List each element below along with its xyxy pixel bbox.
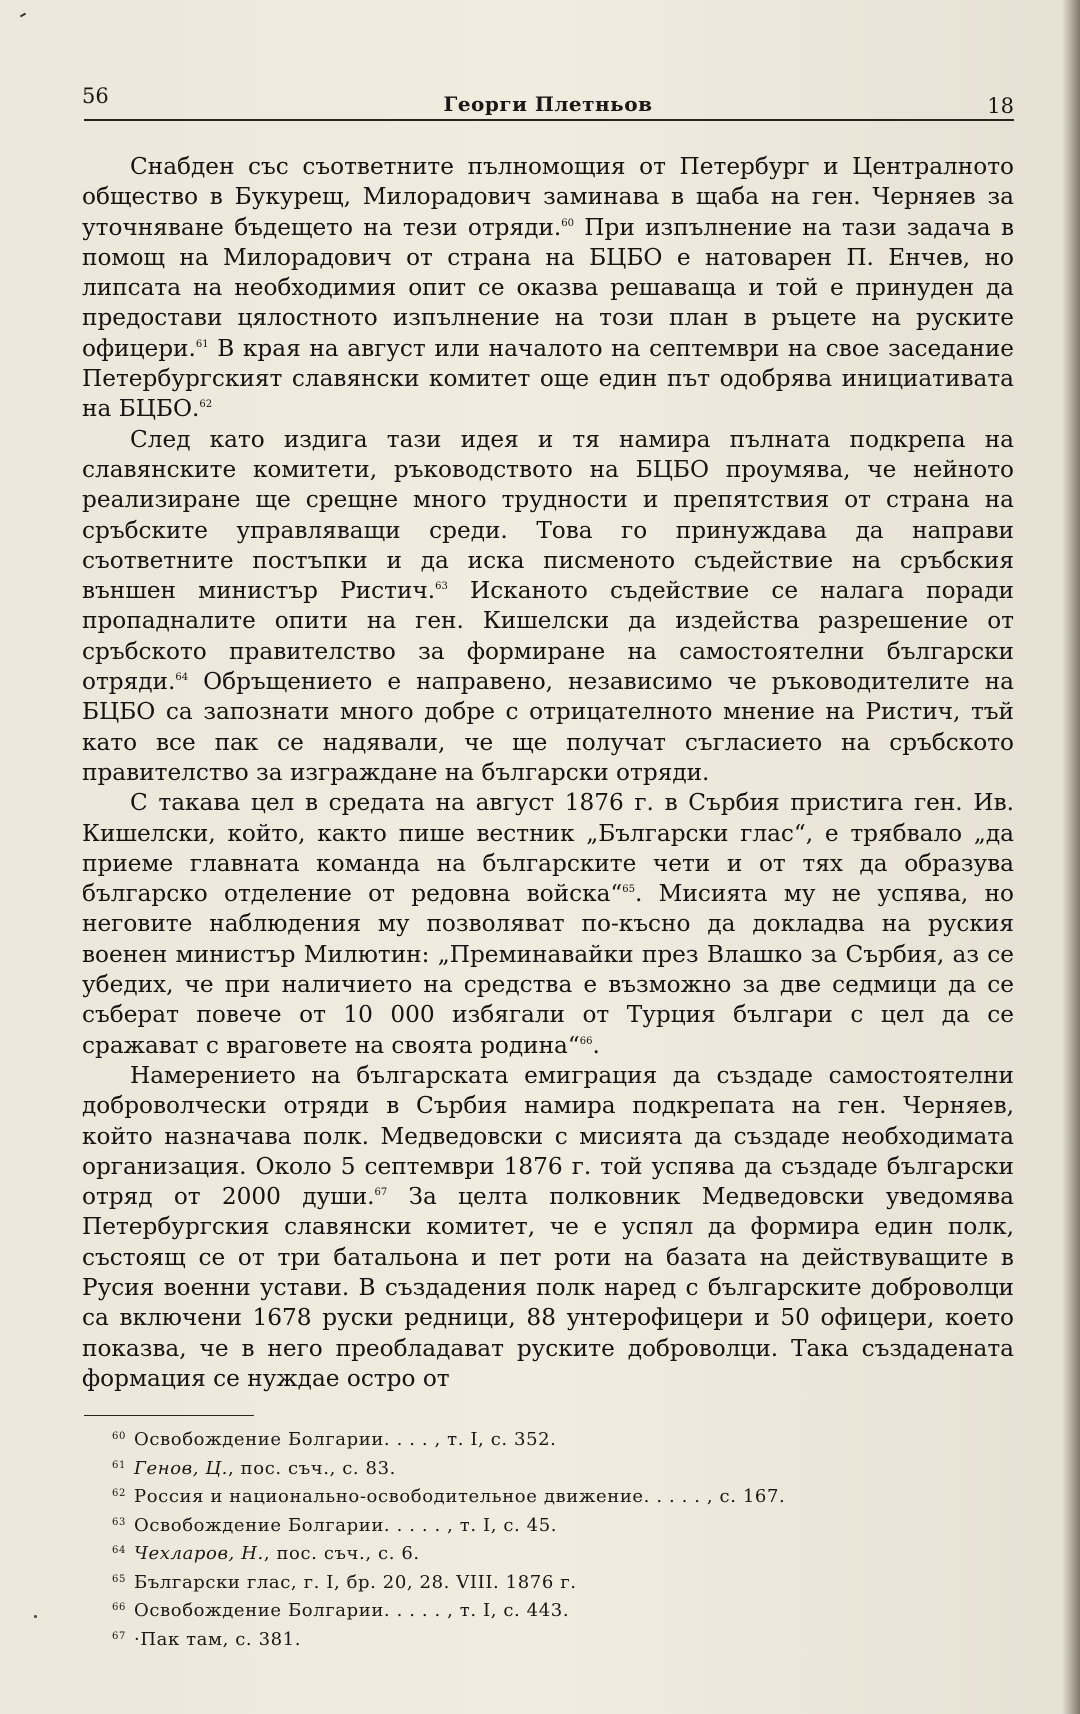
footnote-rule [84, 1415, 254, 1416]
paragraph-text: След като издига тази идея и тя намира пълната подкрепа на славянските комитети, ръководството на БЦБО проумява, че нейното реализиране ще срещне много трудности и препятствия от страна на сръбските управляващи среди. Това го принуждава да направи съответните постъпки и да иска писменото съдействие на сръбския външен министър Ристич. [82, 425, 1014, 605]
footnote-text: Български глас, г. I, бр. 20, 28. VIII. 1876 г. [134, 1571, 577, 1593]
footnote-number: 67 [112, 1630, 126, 1642]
footnote-author: Генов, Ц. [134, 1457, 229, 1479]
page-header [82, 84, 1014, 124]
paragraph [82, 152, 1014, 425]
footnote [112, 1595, 932, 1624]
paragraph [82, 425, 1014, 789]
footnote-number: 64 [112, 1545, 126, 1556]
paragraph [82, 788, 1014, 1061]
footnote [112, 1567, 932, 1596]
footnote-text: , пос. съч., с. 83. [228, 1457, 396, 1479]
page-number-left: 56 [82, 84, 109, 108]
footnote-ref[interactable]: 65 [622, 884, 636, 896]
footnote [112, 1538, 932, 1567]
footnote-text: Освобождение Болгарии. . . . , т. I, с. 352. [134, 1429, 557, 1450]
paragraph-text: В края на август или началото на септември на свое заседание Петербургският славянски комитет още един път одобрява инициативата на БЦБО. [82, 334, 1014, 423]
paragraph-text: За целта полковник Медведовски уведомява Петербургския славянски комитет, че е успял да формира един полк, състоящ се от три батальона и пет роти на базата на действуващите в Русия военни устави. В създадения полк наред с българските доброволци са включени 1678 руски редници, 88 унтерофицери и 50 офицери, което показва, че в него преобладават руските доброволци. Така създадената формация се нуждае остро от [82, 1183, 1014, 1392]
header-rule [84, 119, 1014, 121]
binding-shadow [1062, 0, 1080, 1714]
paragraph-text: При изпълнение на тази задача в помощ на Милорадович от страна на БЦБО е натоварен П. Енчев, но липсата на необходимия опит се оказва решаваща и той е принуден да предостави цялостното изпълнение на този план в ръцете на руските офицери. [82, 213, 1014, 362]
paragraph-text: Намерението на българската емиграция да създаде самостоятелни доброволчески отряди в Сърбия намира подкрепата на ген. Черняев, който назначава полк. Медведовски с мисията да създаде необходимата организация. Около 5 септември 1876 г. той успява да създаде български отряд от 2000 души. [82, 1061, 1014, 1211]
footnote-ref[interactable]: 66 [579, 1035, 593, 1047]
paragraph-text: С такава цел в средата на август 1876 г. в Сърбия пристига ген. Ив. Кишелски, който, както пише вестник „Български глас“, е трябвало „да приеме главната команда на българските чети и от тях да образува българско отделение от редовна войска“ [82, 789, 1014, 908]
footnote [112, 1424, 932, 1453]
footnote-ref[interactable]: 61 [195, 338, 209, 350]
footnote-text: Россия и национально-освободительное движение. . . . . , с. 167. [134, 1486, 786, 1507]
footnote-ref[interactable]: 60 [561, 217, 574, 229]
footnote-text: Освобождение Болгарии. . . . . , т. I, с. 45. [134, 1514, 558, 1536]
footnote [112, 1481, 932, 1510]
footnote-ref[interactable]: 67 [374, 1187, 388, 1199]
footnote [112, 1624, 932, 1653]
page-number-right: 18 [987, 94, 1014, 118]
footnote-number: 61 [112, 1459, 126, 1471]
paragraph [82, 1061, 1014, 1394]
footnote-ref[interactable]: 62 [199, 399, 213, 411]
footnote-number: 62 [112, 1488, 126, 1499]
footnote-number: 66 [112, 1602, 126, 1613]
footnote [112, 1510, 932, 1539]
footnote-number: 60 [112, 1431, 126, 1442]
paragraph-text: Обръщението е направено, независимо че ръководителите на БЦБО са запознати много добре с отрицателното мнение на Ристич, тъй като все пак се надявали, че ще получат съгласието на сръбското правителство за изграждане на български отряди. [82, 668, 1014, 786]
paragraph-text: Снабден със съответните пълномощия от Петербург и Централното общество в Букурещ, Милорадович заминава в щаба на ген. Черняев за уточняване бъдещето на тези отряди. [82, 153, 1014, 241]
scan-mark [20, 13, 26, 18]
scan-dot [34, 1615, 37, 1618]
footnote [112, 1453, 932, 1482]
footnote-ref[interactable]: 64 [175, 672, 189, 684]
paragraph-text: Исканото съдействие се налага поради пропадналите опити на ген. Кишелски да издейства разрешение от сръбското правителство за формиране на самостоятелни български отряди. [82, 577, 1014, 696]
footnote-number: 63 [112, 1516, 126, 1528]
footnote-text: Освобождение Болгарии. . . . . , т. I, с. 443. [134, 1600, 570, 1621]
paragraph-text: . [592, 1031, 600, 1059]
running-title: Георги Плетньов [443, 92, 653, 116]
paragraph-text: . Мисията му не успява, но неговите наблюдения му позволяват по-късно да докладва на руския военен министър Милютин: „Преминавайки през Влашко за Сърбия, аз се убедих, че при наличието на средства е възможно за две седмици да се съберат повече от 10 000 избягали от Турция българи с цел да се сражават с враговете на своята родина“ [82, 880, 1014, 1059]
footnote-author: Чехларов, Н. [134, 1543, 264, 1564]
footnote-ref[interactable]: 63 [435, 581, 448, 593]
footnote-number: 65 [112, 1573, 126, 1585]
footnote-text: , пос. съч., с. 6. [263, 1543, 420, 1564]
main-text [82, 152, 1014, 1394]
footnotes [112, 1424, 932, 1652]
footnote-text: ·Пак там, с. 381. [134, 1628, 302, 1650]
